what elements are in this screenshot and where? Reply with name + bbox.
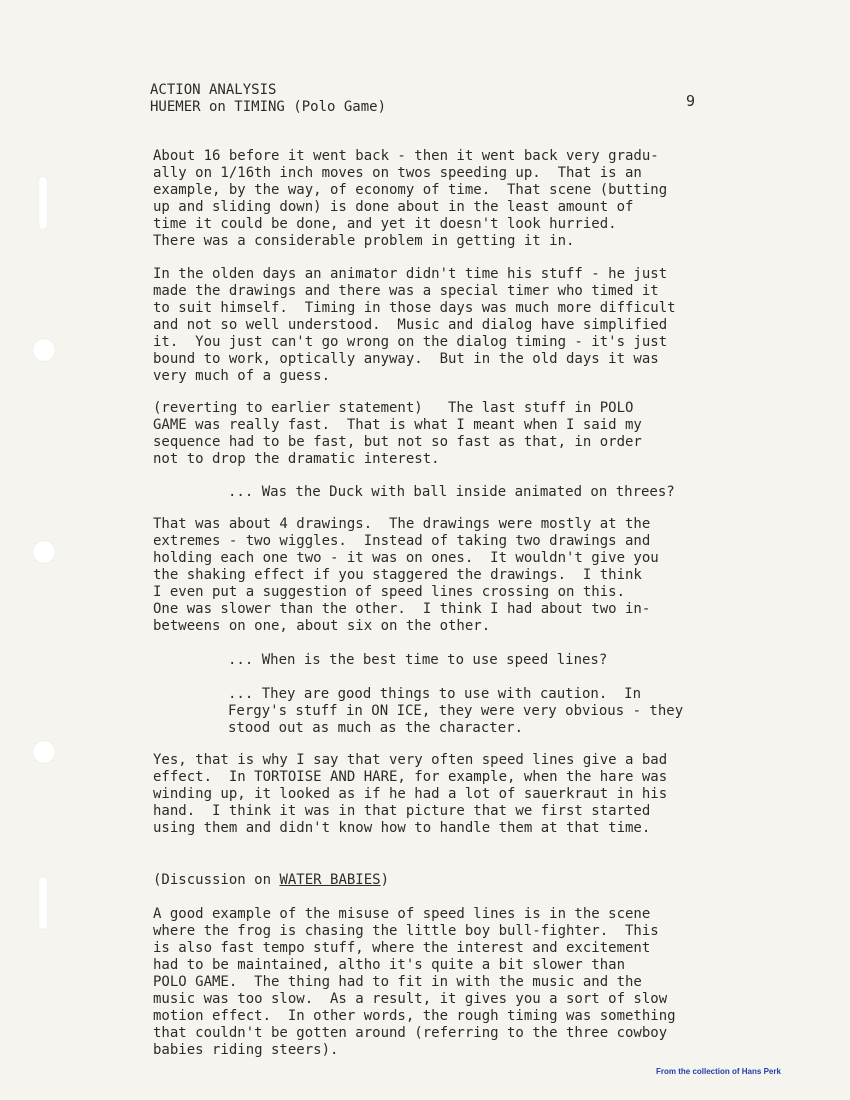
- paragraph: In the olden days an animator didn't time his stuff - he just made the drawings and there was a special timer who timed it to suit himself. Timing in those days was much more difficult and not so well understood. Music and dialog have simplified it. You just can't go wrong on the dialog timing - it's just bound to work, optically anyway. But in the old days it was very much of a guess.: [153, 266, 676, 384]
- header-title: ACTION ANALYSIS: [150, 82, 277, 98]
- header-subtitle: HUEMER on TIMING (Polo Game): [150, 99, 387, 115]
- binder-slot: [38, 176, 48, 230]
- discussion-heading: [153, 872, 793, 889]
- paragraph: Yes, that is why I say that very often speed lines give a bad effect. In TORTOISE AND HARE, for example, when the hare was winding up, it looked as if he had a lot of sauerkraut in his hand. I think it was in that picture that we first started using them and didn't know how to handle them at that time.: [153, 752, 668, 836]
- question: ... Was the Duck with ball inside animated on threes?: [228, 484, 675, 500]
- punch-hole: [32, 740, 56, 764]
- discussion-title: WATER BABIES: [279, 872, 381, 888]
- page-number: 9: [686, 92, 696, 110]
- question: ... When is the best time to use speed lines?: [228, 652, 608, 668]
- paragraph: (reverting to earlier statement) The last stuff in POLO GAME was really fast. That is what I meant when I said my sequence had to be fast, but not so fast as that, in order not to drop the dramatic interest.: [153, 400, 642, 467]
- collection-credit: From the collection of Hans Perk: [656, 1067, 781, 1076]
- punch-hole: [32, 540, 56, 564]
- question: ... They are good things to use with caution. In Fergy's stuff in ON ICE, they were very obvious - they stood out as much as the character.: [228, 686, 684, 736]
- discussion-suffix: ): [380, 872, 390, 888]
- document-header: [150, 82, 386, 116]
- paragraph: About 16 before it went back - then it went back very gradu- ally on 1/16th inch moves on twos speeding up. That is an example, by the way, of economy of time. That scene (butting up and sliding down) is done about in the least amount of time it could be done, and yet it doesn't look hurried. There was a considerable problem in getting it in.: [153, 148, 668, 249]
- discussion-prefix: (Discussion on: [153, 872, 280, 888]
- paragraph: A good example of the misuse of speed lines is in the scene where the frog is chasing the little boy bull-fighter. This is also fast tempo stuff, where the interest and excitement had to be maintained, altho it's quite a bit slower than POLO GAME. The thing had to fit in with the music and the music was too slow. As a result, it gives you a sort of slow motion effect. In other words, the rough timing was something that couldn't be gotten around (referring to the three cowboy babies riding steers).: [153, 906, 676, 1058]
- punch-hole: [32, 338, 56, 362]
- paragraph: That was about 4 drawings. The drawings were mostly at the extremes - two wiggles. Instead of taking two drawings and holding each one two - it was on ones. It wouldn't give you the shaking effect if you staggered the drawings. I think I even put a suggestion of speed lines crossing on this. One was slower than the other. I think I had about two in- betweens on one, about six on the other.: [153, 516, 659, 634]
- binder-slot: [38, 876, 48, 930]
